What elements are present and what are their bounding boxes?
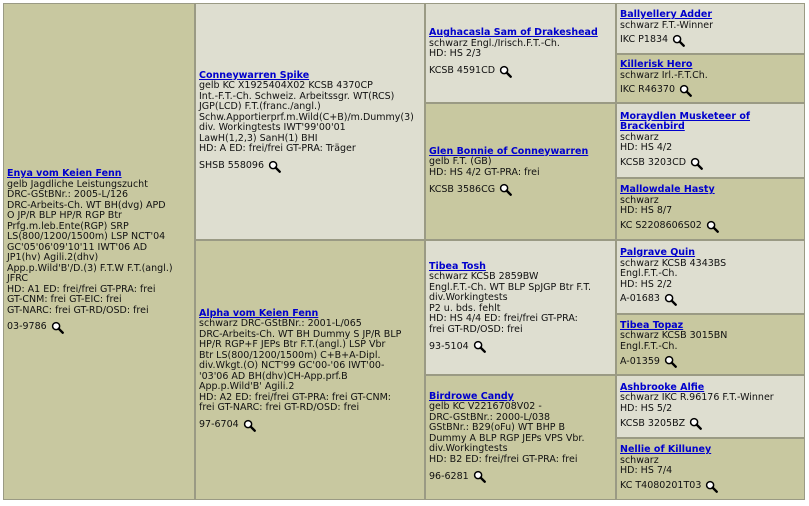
dog-card-gen4	[616, 3, 805, 54]
detail-line: GT-CNM: frei GT-EIC: frei	[7, 294, 122, 305]
detail-line: gelb Jagdliche Leistungszucht	[7, 178, 148, 190]
registration-row	[429, 470, 612, 483]
registration-row	[620, 480, 801, 493]
detail-line: schwarz	[620, 454, 659, 466]
detail-line: HD: HS 2/2	[620, 278, 673, 290]
detail-line: LS(800/1200/1500m) LSP NCT'04	[7, 231, 166, 242]
detail-line: HD: HS 4/4 ED: frei/frei GT-PRA:	[429, 313, 578, 325]
detail-line: gelb KC X1925404X02 KCSB 4370CP	[199, 80, 373, 91]
detail-line: Btr LS(800/1200/1500m) C+B+A-Dipl.	[199, 349, 381, 361]
registration-number: IKC P1834	[620, 34, 669, 46]
dog-card-gen4	[616, 314, 805, 375]
detail-line: Prfg.m.leb.Ente(RGP) SRP	[7, 220, 129, 232]
dog-details	[429, 157, 612, 178]
registration-row	[429, 65, 612, 78]
dog-name-link[interactable]: Ballyellery Adder	[620, 9, 713, 20]
registration-row	[620, 355, 801, 368]
detail-line: schwarz Engl./Irisch.F.T.-Ch.	[429, 37, 560, 49]
registration-number: KCSB 4591CD	[429, 65, 496, 76]
detail-line: schwarz DRC-GStBNr.: 2001-L/065	[199, 318, 362, 329]
dog-card-gen3	[425, 375, 616, 500]
detail-line: schwarz Irl.-F.T.Ch.	[620, 69, 708, 81]
dog-card-gen3	[425, 240, 616, 375]
search-icon[interactable]	[705, 480, 718, 493]
registration-row	[429, 340, 612, 353]
search-icon[interactable]	[690, 157, 703, 170]
detail-line: Engl.F.T.-Ch.	[620, 268, 678, 279]
registration-number: KCSB 3205BZ	[620, 417, 686, 429]
detail-line: '03'06 AD BH(dhv)CH-App.prf.B	[199, 370, 348, 382]
registration-row	[620, 157, 801, 170]
detail-line: schwarz F.T.-Winner	[620, 19, 714, 31]
detail-line: LawH(1,2,3) SanH(1) BHI	[199, 132, 318, 144]
detail-line: HP/R RGP+F JEPs Btr F.T.(angl.) LSP Vbr	[199, 339, 386, 350]
detail-line: JFRC	[7, 273, 29, 284]
dog-details	[620, 196, 801, 217]
detail-line: schwarz IKC R.96176 F.T.-Winner	[620, 392, 774, 404]
dog-name-link[interactable]: Glen Bonnie of Conneywarren	[429, 145, 589, 157]
registration-number: KCSB 3586CG	[429, 183, 496, 195]
dog-card-gen2	[195, 3, 425, 240]
registration-number: KC T4080201T03	[620, 480, 702, 491]
detail-line: JGP(LCD) F.T.(franc./angl.)	[199, 101, 321, 112]
detail-line: Schw.Apportierprf.m.Wild(C+B)/m.Dummy(3)	[199, 111, 414, 123]
dog-details	[199, 81, 421, 155]
detail-line: O JP/R BLP HP/R RGP Btr	[7, 210, 122, 221]
detail-line: frei GT-NARC: frei GT-RD/OSD: frei	[199, 402, 360, 413]
registration-row	[199, 160, 421, 173]
detail-line: gelb KC V2216708V02 -	[429, 401, 542, 413]
detail-line: gelb F.T. (GB)	[429, 156, 492, 168]
dog-card-gen1	[3, 3, 195, 500]
search-icon[interactable]	[499, 183, 512, 196]
detail-line: div.Wkgt.(O) NCT'99 GC'00-'06 IWT'00-	[199, 360, 385, 371]
registration-row	[620, 34, 801, 47]
registration-number: A-01359	[620, 355, 660, 367]
dog-name-link[interactable]: Mallowdale Hasty	[620, 184, 715, 196]
search-icon[interactable]	[473, 470, 486, 483]
dog-details	[199, 319, 421, 414]
dog-details	[620, 21, 801, 32]
detail-line: HD: HS 4/2 GT-PRA: frei	[429, 166, 540, 178]
detail-line: DRC-Arbeits-Ch. WT BH(dvg) APD	[7, 199, 166, 211]
registration-number: 97-6704	[199, 418, 239, 430]
registration-number: A-01683	[620, 293, 660, 305]
search-icon[interactable]	[268, 160, 281, 173]
detail-line: HD: A ED: frei/frei GT-PRA: Träger	[199, 143, 356, 154]
search-icon[interactable]	[679, 84, 692, 97]
registration-number: IKC R46370	[620, 84, 675, 96]
registration-row	[429, 183, 612, 196]
detail-line: HD: HS 5/2	[620, 402, 673, 414]
dog-details	[429, 402, 612, 465]
detail-line: HD: A2 ED: frei/frei GT-PRA: frei GT-CNM:	[199, 391, 391, 403]
detail-line: P2 u. bds. fehlt	[429, 302, 501, 314]
detail-line: DRC-Arbeits-Ch. WT BH Dummy S JP/R BLP	[199, 328, 402, 340]
dog-name-link[interactable]: Moraydlen Musketeer of Brackenbird	[620, 110, 751, 132]
search-icon[interactable]	[664, 355, 677, 368]
dog-card-gen4	[616, 375, 805, 438]
detail-line: HD: B2 ED: frei/frei GT-PRA: frei	[429, 453, 578, 465]
search-icon[interactable]	[706, 220, 719, 233]
detail-line: HD: HS 4/2	[620, 142, 673, 153]
dog-name-link[interactable]: Enya vom Keien Fenn	[7, 168, 122, 179]
registration-number: 96-6281	[429, 470, 469, 482]
detail-line: schwarz KCSB 3015BN	[620, 330, 728, 342]
dog-details	[620, 259, 801, 291]
dog-card-gen3	[425, 103, 616, 240]
registration-number: KC S2208606S02	[620, 220, 702, 231]
registration-row	[620, 220, 801, 233]
dog-name-link[interactable]: Nellie of Killuney	[620, 444, 712, 456]
detail-line: GT-NARC: frei GT-RD/OSD: frei	[7, 304, 149, 316]
registration-number: 03-9786	[7, 321, 47, 333]
dog-name-link[interactable]: Tibea Topaz	[620, 319, 684, 331]
dog-details	[620, 133, 801, 154]
dog-card-gen3	[425, 3, 616, 103]
dog-card-gen4	[616, 103, 805, 178]
registration-number: KCSB 3203CD	[620, 156, 687, 168]
dog-name-link[interactable]: Aughacasla Sam of Drakeshead	[429, 27, 598, 39]
dog-card-gen2	[195, 240, 425, 500]
detail-line: Dummy A BLP RGP JEPs VPS Vbr.	[429, 432, 585, 444]
detail-line: div.Workingtests	[429, 443, 508, 455]
detail-line: DRC-GStBNr.: 2005-L/126	[7, 189, 129, 200]
detail-line: schwarz KCSB 2859BW	[429, 271, 539, 283]
detail-line: schwarz	[620, 194, 659, 206]
dog-card-gen4	[616, 178, 805, 240]
detail-line: HD: HS 2/3	[429, 48, 482, 60]
dog-details	[429, 39, 612, 60]
detail-line: schwarz KCSB 4343BS	[620, 257, 727, 269]
dog-details	[620, 71, 801, 82]
search-icon[interactable]	[51, 321, 64, 334]
dog-details	[620, 456, 801, 477]
detail-line: Engl.F.T.-Ch. WT BLP SpJGP Btr F.T.	[429, 281, 592, 293]
search-icon[interactable]	[672, 34, 685, 47]
detail-line: schwarz	[620, 131, 659, 143]
registration-row	[620, 417, 801, 430]
dog-details	[620, 393, 801, 414]
dog-name-link[interactable]: Killerisk Hero	[620, 59, 693, 70]
dog-details	[620, 331, 801, 352]
detail-line: Int.-F.T.-Ch. Schweiz. Arbeitssgr. WT(RCS)	[199, 90, 395, 102]
dog-details	[429, 272, 612, 335]
detail-line: HD: A1 ED: frei/frei GT-PRA: frei	[7, 283, 156, 295]
search-icon[interactable]	[664, 293, 677, 306]
registration-row	[7, 321, 191, 334]
dog-card-gen4	[616, 438, 805, 500]
detail-line: div.Workingtests	[429, 292, 508, 304]
dog-name-link[interactable]: Ashbrooke Alfie	[620, 381, 705, 393]
detail-line: HD: HS 7/4	[620, 465, 673, 477]
detail-line: GStBNr.: B29(oFu) WT BHP B	[429, 422, 565, 434]
detail-line: div. Workingtests IWT'99'00'01	[199, 122, 346, 133]
registration-row	[620, 293, 801, 306]
registration-number: SHSB 558096	[199, 159, 265, 171]
detail-line: Engl.F.T.-Ch.	[620, 340, 678, 352]
search-icon[interactable]	[689, 417, 702, 430]
dog-card-gen4	[616, 54, 805, 103]
dog-name-link[interactable]: Palgrave Quin	[620, 247, 696, 258]
dog-name-link[interactable]: Alpha vom Keien Fenn	[199, 307, 319, 319]
dog-name-link[interactable]: Birdrowe Candy	[429, 390, 514, 402]
dog-name-link[interactable]: Tibea Tosh	[429, 260, 486, 272]
search-icon[interactable]	[499, 65, 512, 78]
registration-row	[199, 419, 421, 432]
dog-card-gen4	[616, 240, 805, 314]
detail-line: GC'05'06'09'10'11 IWT'06 AD	[7, 241, 148, 253]
search-icon[interactable]	[473, 340, 486, 353]
registration-number: 93-5104	[429, 340, 469, 352]
detail-line: frei GT-RD/OSD: frei	[429, 323, 523, 335]
detail-line: App.p.Wild'B' Agili.2	[199, 381, 295, 392]
detail-line: JP1(hv) Agili.2(dhv)	[7, 252, 99, 263]
detail-line: App.p.Wild'B'/D.(3) F.T.W F.T.(angl.)	[7, 262, 173, 274]
registration-row	[620, 84, 801, 97]
dog-details	[7, 180, 191, 317]
search-icon[interactable]	[243, 419, 256, 432]
detail-line: HD: HS 8/7	[620, 205, 673, 217]
detail-line: DRC-GStBNr.: 2000-L/038	[429, 411, 551, 423]
dog-name-link[interactable]: Conneywarren Spike	[199, 69, 310, 81]
